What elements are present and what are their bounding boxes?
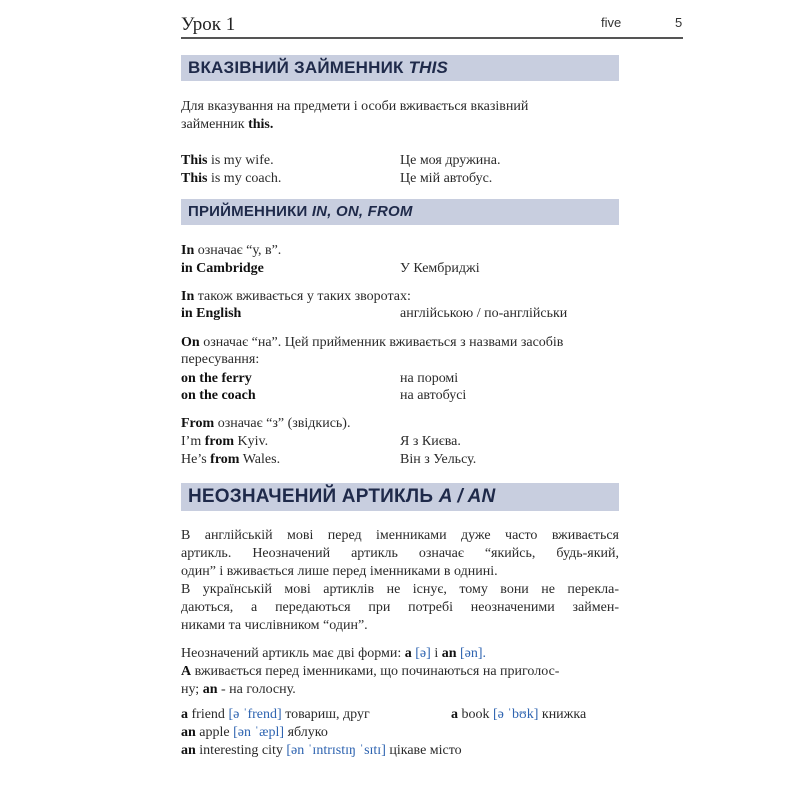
example-en: in English [181, 306, 242, 321]
intro-line: займенник this. [181, 117, 274, 132]
example-uk: Я з Києва. [400, 434, 461, 449]
heading-main: ВКАЗІВНИЙ ЗАЙМЕННИК [188, 58, 404, 77]
page-word: five [601, 15, 622, 30]
rule-on: On означає “на”. Цей прийменник вживається з назвами засобів [181, 335, 564, 350]
example-en: I’m from Kyiv. [181, 434, 269, 449]
intro-line: Для вказування на предмети і особи вживається вказівний [181, 99, 529, 114]
paragraph-line: артикль. Неозначений артикль означає “якийсь, будь-який, [181, 546, 619, 561]
vocab-example: a friend [ə ˈfrend] товариш, друг [181, 707, 370, 722]
example-uk: У Кембриджі [400, 261, 480, 276]
vocab-example: a book [ə ˈbʊk] книжка [451, 707, 587, 722]
paragraph-line: один” і вживається лише перед іменниками в однині. [181, 564, 498, 579]
section-heading-this [181, 55, 619, 81]
section-heading-prepositions [181, 199, 619, 225]
example-en: on the ferry [181, 371, 252, 386]
rule-on: пересування: [181, 352, 260, 367]
paragraph-line: даються, а передаються при потребі неозначеними займен- [181, 600, 619, 615]
heading-emphasis: A / AN [438, 486, 496, 507]
vocab-example: an apple [ən ˈæpl] яблуко [181, 725, 328, 740]
page-number: 5 [675, 15, 683, 30]
heading-main: ПРИЙМЕННИКИ [188, 203, 308, 220]
paragraph-line: Неозначений артикль має дві форми: a [ə] і an [ən]. [181, 646, 487, 661]
example-en: This is my coach. [181, 171, 282, 186]
example-en: This is my wife. [181, 153, 274, 168]
section-heading-article [181, 483, 619, 511]
paragraph-line: ну; an - на голосну. [181, 682, 296, 697]
paragraph-line: В українській мові артиклів не існує, тому вони не перекла- [181, 582, 619, 597]
header-divider [181, 37, 683, 39]
rule-in-phrases: In також вживається у таких зворотах: [181, 289, 411, 304]
example-en: in Cambridge [181, 261, 264, 276]
paragraph-line: A вживається перед іменниками, що починаються на приголос- [181, 664, 560, 679]
paragraph-line: никами та числівником “один”. [181, 618, 368, 633]
rule-from: From означає “з” (звідкись). [181, 416, 351, 431]
lesson-title: Урок 1 [181, 14, 236, 35]
example-en: on the coach [181, 388, 256, 403]
heading-main: НЕОЗНАЧЕНИЙ АРТИКЛЬ [188, 486, 434, 507]
rule-in: In означає “у, в”. [181, 243, 282, 258]
example-uk: Він з Уельсу. [400, 452, 477, 467]
heading-emphasis: THIS [408, 58, 449, 77]
example-uk: на поромі [400, 371, 459, 386]
example-uk: на автобусі [400, 388, 467, 403]
example-uk: Це моя дружина. [400, 153, 501, 168]
example-uk: Це мій автобус. [400, 171, 493, 186]
paragraph-line: В англійській мові перед іменниками дуже часто вживається [181, 528, 619, 543]
vocab-example: an interesting city [ən ˈɪntrɪstɪŋ ˈsɪtɪ] цікаве місто [181, 743, 462, 758]
example-en: He’s from Wales. [181, 452, 281, 467]
example-uk: англійською / по-англійськи [400, 306, 568, 321]
heading-emphasis: IN, ON, FROM [311, 203, 413, 220]
